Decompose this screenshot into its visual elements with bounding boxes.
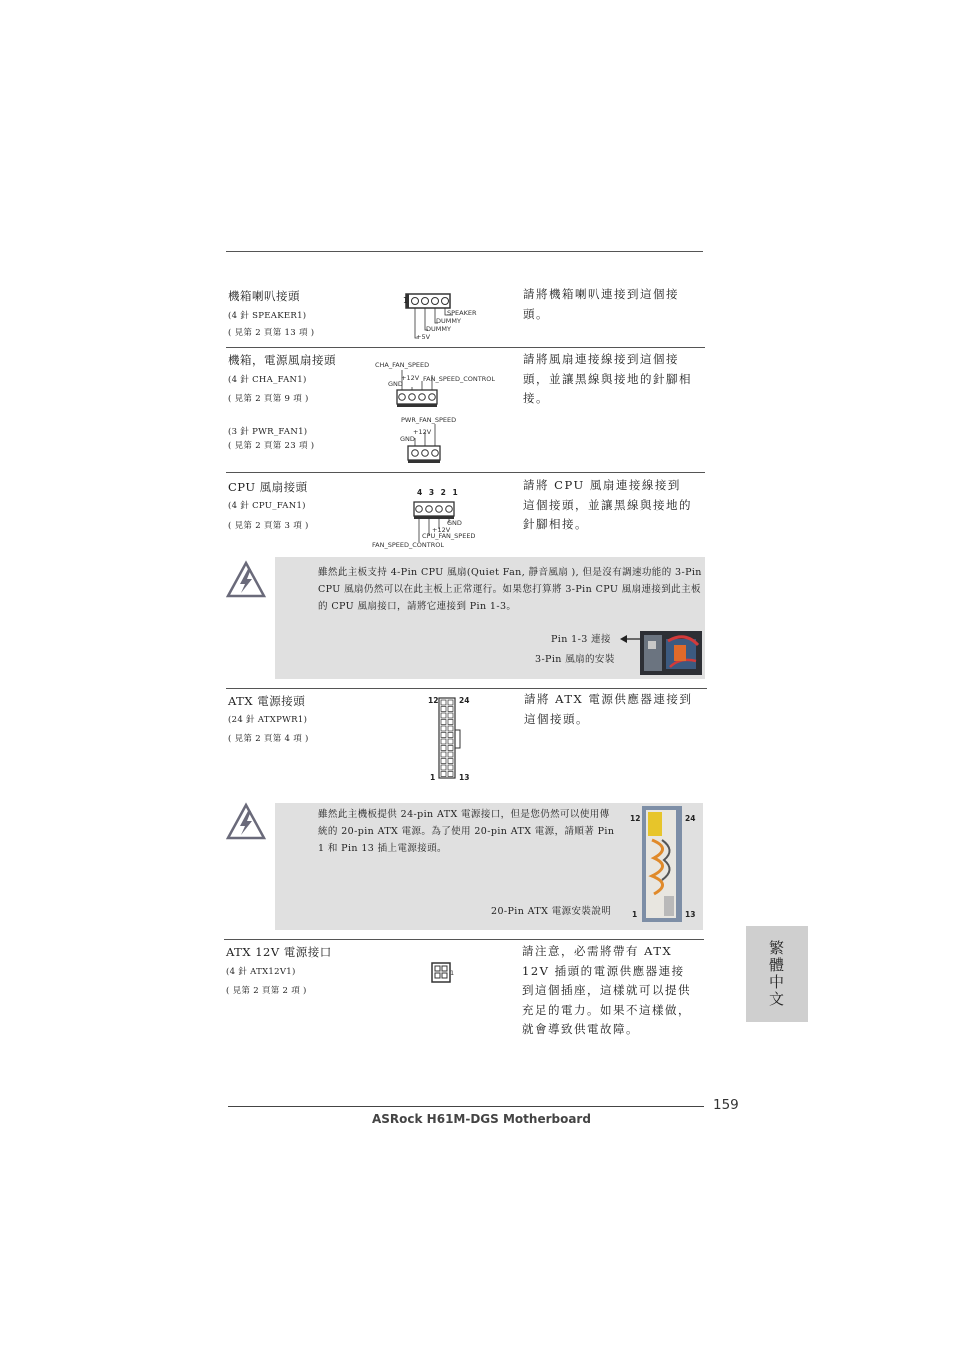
atx-pin-cell	[441, 707, 446, 712]
divider	[226, 472, 705, 473]
footer-rule	[228, 1106, 704, 1107]
speaker-pin1-mark: 1	[403, 296, 408, 305]
arrow-icon	[620, 633, 642, 645]
note2-pin-12: 12	[630, 814, 641, 823]
cha-12v-label: +12V	[401, 374, 420, 382]
atx-ref: ( 見第 2 頁第 4 項 )	[228, 734, 309, 744]
atx-pin-cell	[448, 713, 453, 718]
plus5v-label: +5V	[416, 333, 431, 341]
cpu-fan-photo	[640, 631, 702, 675]
note2-caption: 20-Pin ATX 電源安裝說明	[491, 906, 612, 917]
atx-pin-cell	[441, 720, 446, 725]
cha-fan-connector-diagram	[392, 367, 442, 412]
cha-gnd-label: GND	[388, 380, 403, 388]
cha-fan-speed-control-label: FAN_SPEED_CONTROL	[423, 375, 495, 383]
warning-icon	[226, 802, 268, 842]
speaker-label: SPEAKER	[447, 309, 477, 317]
pwr-12v-label: +12V	[413, 428, 432, 436]
cpu-fan-speed-control-label: FAN_SPEED_CONTROL	[372, 541, 444, 549]
cpu-fan-title: CPU 風扇接頭	[228, 480, 308, 494]
atx-pin-12: 12	[428, 696, 439, 705]
cha-fan-speed-label: CHA_FAN_SPEED	[375, 361, 430, 369]
atx-pin-cell	[448, 752, 453, 757]
atx-pin-cell	[441, 713, 446, 718]
cpu-fan-pins: (4 針 CPU_FAN1)	[228, 501, 306, 511]
pwr-fan-speed-label: PWR_FAN_SPEED	[401, 416, 457, 424]
note1-text: 雖然此主板支持 4-Pin CPU 風扇(Quiet Fan, 靜音風扇 ), 但是沒有調速功能的 3-Pin CPU 風扇仍然可以在此主板上正常運行。如果您打算將 3-Pin CPU 風扇連接到此主板的 CPU 風扇接口，請將它連接到 Pin 1-3。	[318, 567, 702, 612]
pwr-fan-connector-diagram	[402, 422, 444, 467]
top-rule	[226, 251, 703, 252]
fans-desc: 請將風扇連接線接到這個接頭，並讓黑線與接地的針腳相接。	[523, 352, 692, 405]
pwr-gnd-label: GND	[400, 435, 415, 443]
atx-pin-cell	[448, 746, 453, 751]
cha-fan-ref: ( 見第 2 頁第 9 項 )	[228, 394, 309, 404]
cpu-fan-desc: 請將 CPU 風扇連接線接到這個接頭，並讓黑線與接地的針腳相接。	[523, 478, 692, 531]
atx-pin-cell	[441, 772, 446, 777]
atx12v-pin-mark: 1	[450, 969, 455, 977]
dummy-label-1: DUMMY	[436, 317, 461, 325]
atx-pin-cell	[441, 733, 446, 738]
atx-pin-24: 24	[459, 696, 470, 705]
note2-pin-13: 13	[685, 910, 696, 919]
atx-pins: (24 針 ATXPWR1)	[228, 715, 308, 725]
atx-pin-cell	[441, 726, 446, 731]
language-tab	[746, 926, 808, 1022]
atx12v-title: ATX 12V 電源接口	[226, 945, 332, 959]
atx12v-desc: 請注意，必需將帶有 ATX 12V 插頭的電源供應器連接到這個插座，這樣就可以提供充足的電力。如果不這樣做，就會導致供電故障。	[522, 944, 691, 1036]
atx-pin-cell	[448, 759, 453, 764]
note2-pin-1: 1	[632, 910, 638, 919]
divider	[226, 347, 705, 348]
atx12v-ref: ( 見第 2 頁第 2 項 )	[226, 986, 307, 996]
cpu-fan-ref: ( 見第 2 頁第 3 項 )	[228, 521, 309, 531]
cpu-fan-pin-numbers: 4 3 2 1	[417, 488, 460, 497]
atx-desc: 請將 ATX 電源供應器連接到這個接頭。	[524, 692, 693, 726]
atx-install-photo	[642, 806, 682, 922]
atx-pin-cell	[448, 700, 453, 705]
cha-fan-pins: (4 針 CHA_FAN1)	[228, 375, 307, 385]
atx-pin-cell	[441, 700, 446, 705]
atx-pin-cell	[448, 733, 453, 738]
atx-connector-diagram	[437, 696, 463, 782]
footer-title: ASRock H61M-DGS Motherboard	[372, 1112, 591, 1126]
atx-pin-1: 1	[430, 773, 436, 782]
speaker-desc: 請將機箱喇叭連接到這個接頭。	[523, 287, 679, 321]
atx-pin-cell	[441, 746, 446, 751]
note1-caption-2: 3-Pin 風扇的安裝	[535, 654, 615, 665]
note2-pin-24: 24	[685, 814, 696, 823]
atx-pin-cell	[448, 726, 453, 731]
atx-pin-cell	[448, 765, 453, 770]
warning-icon	[226, 560, 268, 600]
speaker-pins: (4 針 SPEAKER1)	[228, 311, 307, 321]
cpu-fan-speed-label: CPU_FAN_SPEED	[422, 532, 476, 540]
cpu-12v-label: +12V	[432, 526, 451, 534]
fans-title: 機箱，電源風扇接頭	[228, 353, 336, 367]
cpu-gnd-label: GND	[447, 519, 462, 527]
language-tab-label: 繁體中文	[767, 940, 785, 1008]
atx-pin-cell	[448, 772, 453, 777]
atx-pin-cell	[441, 765, 446, 770]
atx-pin-cell	[441, 739, 446, 744]
pwr-fan-ref: ( 見第 2 頁第 23 項 )	[228, 441, 315, 451]
atx-pin-13: 13	[459, 773, 470, 782]
note1-caption-1: Pin 1-3 連接	[551, 634, 611, 645]
divider	[226, 688, 707, 689]
dummy-label-2: DUMMY	[426, 325, 451, 333]
note2-text: 雖然此主機板提供 24-pin ATX 電源接口，但是您仍然可以使用傳統的 20-pin ATX 電源。為了使用 20-pin ATX 電源，請順著 Pin 1 和 Pin 13 插上電源接頭。	[318, 809, 615, 854]
atx-pin-cell	[448, 707, 453, 712]
atx-pin-cell	[441, 759, 446, 764]
atx-pin-cell	[448, 720, 453, 725]
page-number: 159	[713, 1097, 739, 1113]
atx-pin-cell	[441, 752, 446, 757]
atx12v-pins: (4 針 ATX12V1)	[226, 967, 296, 977]
speaker-ref: ( 見第 2 頁第 13 項 )	[228, 328, 315, 338]
atx-title: ATX 電源接頭	[228, 694, 306, 708]
atx-pin-cell	[448, 739, 453, 744]
speaker-title: 機箱喇叭接頭	[228, 289, 300, 303]
pwr-fan-pins: (3 針 PWR_FAN1)	[228, 427, 308, 437]
divider	[224, 939, 704, 940]
